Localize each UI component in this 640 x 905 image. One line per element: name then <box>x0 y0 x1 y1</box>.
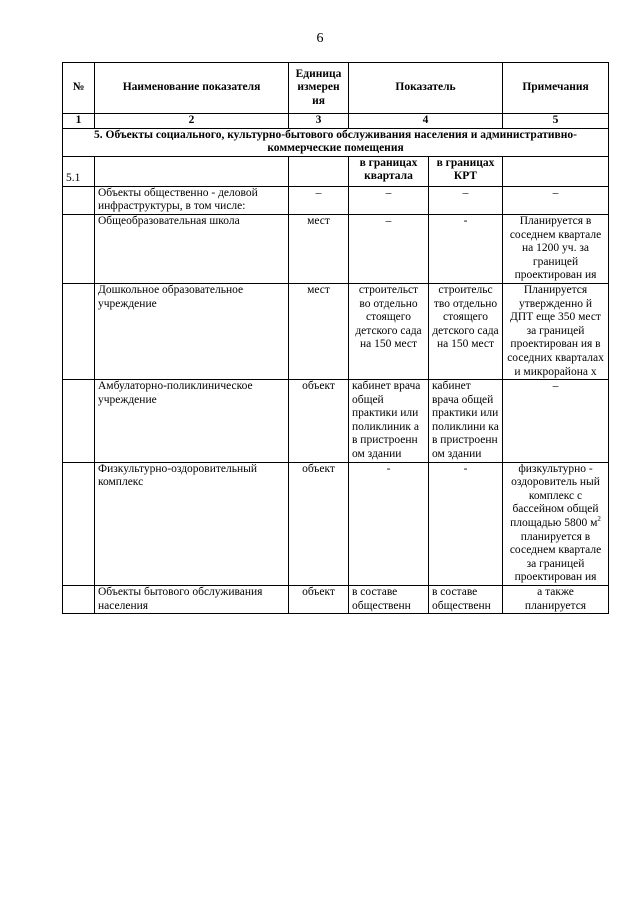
row-krt: - <box>429 214 503 283</box>
table-row <box>63 462 609 585</box>
column-number-row <box>63 114 609 129</box>
section-title-row <box>63 128 609 156</box>
row-krt: строительс тво отдельно стоящего детского сада на 150 мест <box>429 283 503 379</box>
header-value: Показатель <box>349 63 503 114</box>
row-quarter: - <box>349 462 429 585</box>
row-note: – <box>503 380 609 463</box>
column-number: 4 <box>349 114 503 129</box>
row-unit: объект <box>289 462 349 585</box>
row-note: Планируется утвержденно й ДПТ еще 350 мест за границей проектирован ия в соседних кварталах и микрорайона х <box>503 283 609 379</box>
row-unit: объект <box>289 380 349 463</box>
row-quarter: в составе общественн <box>349 586 429 614</box>
table-row <box>63 586 609 614</box>
row-name: Объекты бытового обслуживания населения <box>95 586 289 614</box>
header-note: Примечания <box>503 63 609 114</box>
row-quarter: – <box>349 186 429 214</box>
row-unit: объект <box>289 586 349 614</box>
row-krt: – <box>429 186 503 214</box>
column-number: 1 <box>63 114 95 129</box>
table-header-row <box>63 63 609 114</box>
indicators-table <box>62 62 609 614</box>
row-number: 5.1 <box>63 156 95 186</box>
row-quarter: строительст во отдельно стоящего детского сада на 150 мест <box>349 283 429 379</box>
subheader-quarter: в границах квартала <box>349 156 429 186</box>
table-row <box>63 214 609 283</box>
row-note-superscript: 2 <box>597 515 601 524</box>
row-quarter: кабинет врача общей практики или поликлиник а в пристроенн ом здании <box>349 380 429 463</box>
subheader-row <box>63 156 609 186</box>
table-row <box>63 186 609 214</box>
row-note: – <box>503 186 609 214</box>
row-note: Планируется в соседнем квартале на 1200 уч. за границей проектирован ия <box>503 214 609 283</box>
header-name: Наименование показателя <box>95 63 289 114</box>
row-unit: мест <box>289 214 349 283</box>
row-name: Общеобразовательная школа <box>95 214 289 283</box>
column-number: 3 <box>289 114 349 129</box>
section-title: 5. Объекты социального, культурно-бытового обслуживания населения и административно-коммерческие помещения <box>63 128 609 156</box>
column-number: 5 <box>503 114 609 129</box>
row-quarter: – <box>349 214 429 283</box>
row-name: Дошкольное образовательное учреждение <box>95 283 289 379</box>
row-name: Амбулаторно-поликлиническое учреждение <box>95 380 289 463</box>
page-number: 6 <box>316 31 324 46</box>
row-unit: мест <box>289 283 349 379</box>
row-note <box>503 462 609 585</box>
row-krt: - <box>429 462 503 585</box>
table-row <box>63 380 609 463</box>
row-note: а также планируется <box>503 586 609 614</box>
row-krt: в составе общественн <box>429 586 503 614</box>
header-num: № <box>63 63 95 114</box>
row-krt: кабинет врача общей практики или поликлини ка в пристроенн ом здании <box>429 380 503 463</box>
row-name: Объекты общественно - деловой инфраструктуры, в том числе: <box>95 186 289 214</box>
table-row <box>63 283 609 379</box>
row-unit: – <box>289 186 349 214</box>
row-note-text: физкультурно - оздоровитель ный комплекс с бассейном общей площадью 5800 м <box>510 462 600 530</box>
subheader-krt: в границах КРТ <box>429 156 503 186</box>
row-name: Физкультурно-оздоровительный комплекс <box>95 462 289 585</box>
header-unit: Единица измерен ия <box>289 63 349 114</box>
column-number: 2 <box>95 114 289 129</box>
row-note-text: планируется в соседнем квартале за границей проектирован ия <box>509 530 602 584</box>
